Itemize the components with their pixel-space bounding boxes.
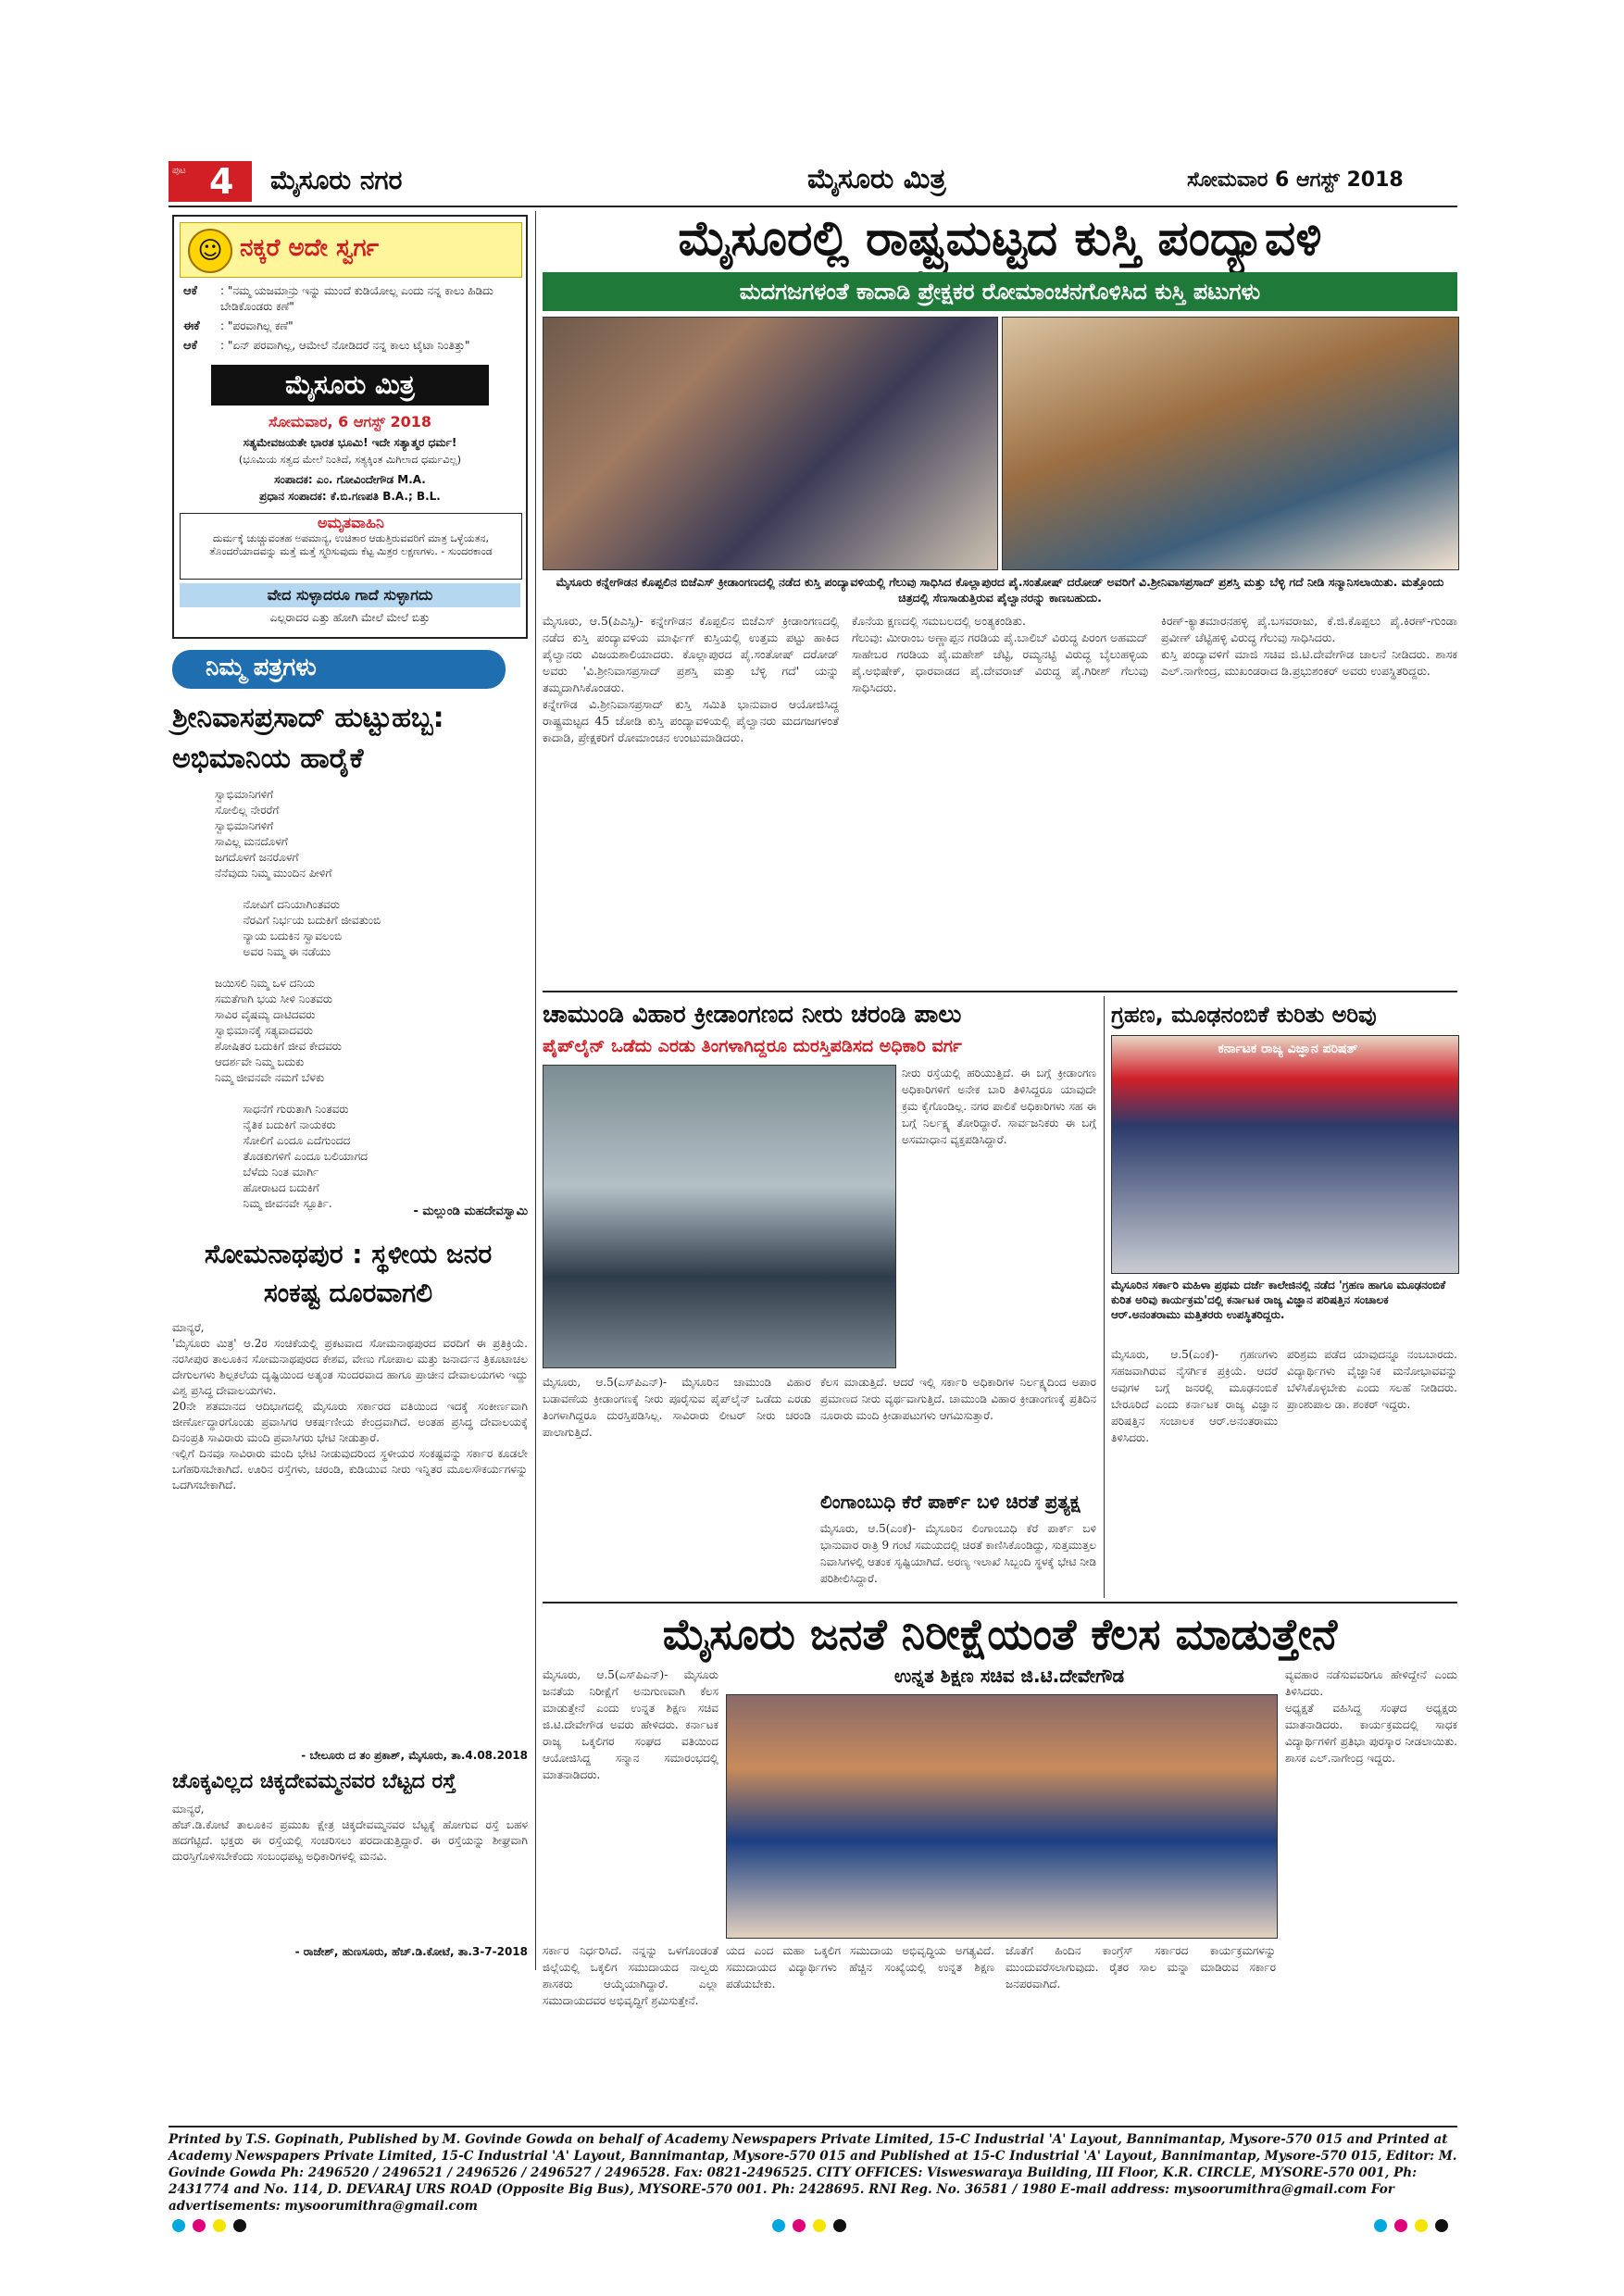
letter2-sign: - ಬೇಲೂರು ದ ತಂ ಪ್ರಕಾಶ್, ಮೈಸೂರು, ತಾ.4.08.2018	[301, 1749, 528, 1762]
masthead-date: ಸೋಮವಾರ 6 ಆಗಸ್ಟ್ 2018	[1187, 168, 1404, 192]
section-name: ಮೈಸೂರು ನಗರ	[270, 165, 403, 195]
black-dot-icon	[1435, 2219, 1448, 2232]
magenta-dot-icon	[1394, 2219, 1407, 2232]
gtd-subhead: ಉನ್ನತ ಶಿಕ್ಷಣ ಸಚಿವ ಜಿ.ಟಿ.ದೇವೇಗೌಡ	[893, 1665, 1125, 1687]
laughing-face-icon: ☺	[188, 229, 232, 273]
black-dot-icon	[233, 2219, 246, 2232]
nakkare-title: ನಕ್ಕರೆ ಅದೇ ಸ್ವರ್ಗ	[240, 234, 379, 262]
edit-chief-editor: ಪ್ರಧಾನ ಸಂಪಾದಕ: ಕೆ.ಬಿ.ಗಣಪತಿ B.A.; B.L.	[259, 490, 441, 503]
left-column-rule	[535, 211, 536, 1970]
letters-header	[172, 650, 506, 689]
registration-marks-left	[169, 2218, 250, 2236]
amrut-text: ದುರ್ಮಕ್ಕೆ ಚುಚ್ಚುವಂತಹ ಅಪಮಾನ್ಯ, ಉಚಿತಾರ ಆಡುತ್ತಿರುವವರಿಗೆ ಮಾತ್ರ ಒಳ್ಳೆಯತನ, ತೊಂದರೆಯಾದವನ್ನು ಮತ್ತೆ ಮತ್ತೆ ಸ್ಮರಿಸುವುದು ಕೆಟ್ಟ ಮಿತ್ರರ ಲಕ್ಷಣಗಳು. - ಸುಂದರಕಾಂಡ	[209, 532, 493, 557]
edit-date: ಸೋಮವಾರ, 6 ಆಗಸ್ಟ್ 2018	[268, 413, 432, 430]
letter2-text: ಮಾನ್ಯರೆ, 'ಮೈಸೂರು ಮಿತ್ರ' ಆ.2ರ ಸಂಚಿಕೆಯಲ್ಲಿ ಪ್ರಕಟವಾದ ಸೋಮನಾಥಪುರದ ವರದಿಗೆ ಈ ಪ್ರತಿಕ್ರಿಯೆ. ನರಸೀಪುರ ತಾಲೂಕಿನ ಸೋಮನಾಥಪುರದ ಕೇಶವ, ವೇಣು ಗೋಪಾಲ ಮತ್ತು ಜನಾರ್ದನ ತ್ರಿಕೂಟಾಚಲ ದೇಗುಲಗಳು ಶಿಲ್ಪಕಲೆಯ ದೃಷ್ಟಿಯಿಂದ ಅತ್ಯಂತ ಸುಂದರವಾದ ಹಾಗೂ ಪ್ರಾಚೀನ ದೇವಾಲಯಗಳು ಇದ್ದು ವಿಶ್ವ ಪ್ರಸಿದ್ಧ ದೇವಾಲಯಗಳು. 20ನೇ ಶತಮಾನದ ಆದಿಭಾಗದಲ್ಲಿ ಮೈಸೂರು ಸರ್ಕಾರದ ವತಿಯಿಂದ ಇದಕ್ಕೆ ಸಂಕೀರ್ಣವಾಗಿ ಜೀರ್ಣೋದ್ಧಾರಗೊಂಡು ಪ್ರವಾಸಿಗರ ಆಕರ್ಷಣೀಯ ಕೇಂದ್ರವಾಗಿದೆ. ಅಂತಹ ಪ್ರಸಿದ್ಧ ದೇವಾಲಯಕ್ಕೆ ದಿನಂಪ್ರತಿ ಸಾವಿರಾರು ಮಂದಿ ಪ್ರವಾಸಿಗರು ಭೇಟಿ ನೀಡುತ್ತಾರೆ. ಇಲ್ಲಿಗೆ ದಿನವೂ ಸಾವಿರಾರು ಮಂದಿ ಭೇಟಿ ನೀಡುವುದರಿಂದ ಸ್ಥಳೀಯರ ಸಂಕಷ್ಟವನ್ನು ಸರ್ಕಾರ ಕೂಡಲೇ ಬಗೆಹರಿಸಬೇಕಾಗಿದೆ. ಊರಿನ ರಸ್ತೆಗಳು, ಚರಂಡಿ, ಕುಡಿಯುವ ನೀರು ಇನ್ನಿತರ ಮೂಲಸೌಕರ್ಯಗಳನ್ನು ಒದಗಿಸಬೇಕಾಗಿದೆ.	[172, 1321, 528, 1491]
veda-text: ಎಲ್ಲರಾದರ ಎತ್ತು ಹೋಗಿ ಮೇಲೆ ಮೇಲೆ ಬಿತ್ತು	[269, 611, 431, 624]
gtd-headline: ಮೈಸೂರು ಜನತೆ ನಿರೀಕ್ಷೆಯಂತೆ ಕೆಲಸ ಮಾಡುತ್ತೇನೆ	[662, 1609, 1338, 1659]
cyan-dot-icon	[772, 2219, 785, 2232]
letter1-sign: - ಮಲ್ಲುಂಡಿ ಮಹದೇವಸ್ವಾಮಿ	[413, 1204, 528, 1218]
letter1-poem: ಸ್ವಾಭಿಮಾನಿಗಳಿಗೆ ಸೋಲಿಲ್ಲ ನೇರರೆಗೆ ಸ್ವಾಭಿಮಾನಿಗಳಿಗೆ ಸಾವಿಲ್ಲ ಮನದೊಳಗೆ ಜಗದೊಳಗೆ ಜನರೊಳಗೆ ನೆನೆವುದು ನಿಮ್ಮ ಮುಂದಿನ ಪೀಳಿಗೆ ನೋವಿಗೆ ದನಿಯಾಗಿಂತವರು ನೆರವಿಗೆ ನಿರ್ಭಯ ಬದುಕಿಗೆ ಜೀವತುಂಬಿ ನ್ಯಾಯ ಬದುಕಿನ ಸ್ವಾವಲಂಬಿ ಅವರ ನಿಮ್ಮ ಈ ನಡೆಯು ಜಯಿಸಲಿ ನಿಮ್ಮ ಒಳ ದನಿಯ ಸಮತೆಗಾಗಿ ಭಯ ಸೀಳಿ ನಿಂತವರು ಸಾವಿರ ವೈಷಮ್ಯ ದಾಟಿದವರು ಸ್ವಾಭಿಮಾನಕ್ಕೆ ಸತ್ಯವಾದವರು ಶೋಷಿತರ ಬದುಕಿಗೆ ಜೀವ ಕೇದವರು ಆದರ್ಶವೇ ನಿಮ್ಮ ಬದುಕು ನಿಮ್ಮ ಜೀವನವೇ ನಮಗೆ ಬೆಳಕು ಸಾಧನೆಗೆ ಗುರುತಾಗಿ ನಿಂತವರು ನೈತಿಕ ಬದುಕಿಗೆ ನಾಯಕರು ಸೋಲಿಗೆ ಎಂದೂ ಎದೆಗುಂದದ ತೊಡಕುಗಳಿಗೆ ಎಂದೂ ಬಲಿಯಾಗದ ಬೆಳೆದು ನಿಂತ ಮಾರ್ಗಿ ಹೋರಾಟದ ಬದುಕಿಗೆ ನಿಮ್ಮ ಜೀವನವೇ ಸ್ಫೂರ್ತಿ.	[215, 788, 381, 1210]
kusti-subhead: ಮದಗಜಗಳಂತೆ ಕಾದಾಡಿ ಪ್ರೇಕ್ಷಕರ ರೋಮಾಂಚನಗೊಳಿಸಿದ ಕುಸ್ತಿ ಪಟುಗಳು	[543, 272, 1457, 311]
nakkare-lines	[183, 283, 517, 354]
gtd-body-col2: ಸರ್ಕಾರ ನಿರ್ಧರಿಸಿದೆ. ನನ್ನನ್ನು ಒಳಗೊಂಡಂತೆ ಜಿಲ್ಲೆಯಲ್ಲಿ ಒಕ್ಕಲಿಗ ಸಮುದಾಯದ ನಾಲ್ವರು ಶಾಸಕರು ಆಯ್ಕೆಯಾಗಿದ್ದಾರೆ. ಎಲ್ಲಾ ಸಮುದಾಯದವರ ಅಭಿವೃದ್ಧಿಗೆ ಶ್ರಮಿಸುತ್ತೇನೆ.	[543, 1944, 722, 2007]
veda-title: ವೇದ ಸುಳ್ಳಾದರೂ ಗಾದೆ ಸುಳ್ಳಾಗದು	[180, 583, 520, 607]
left-boxes	[172, 215, 528, 639]
grahana-body-col1: ಮೈಸೂರು, ಆ.5(ಎಂಕೆ)- ಗ್ರಹಣಗಳು ಸಹಜವಾಗಿರುವ ನೈಸರ್ಗಿಕ ಪ್ರಕ್ರಿಯೆ. ಆದರೆ ಅವುಗಳ ಬಗ್ಗೆ ಜನರಲ್ಲಿ ಮೂಢನಂಬಿಕೆ ಬೇರೂರಿದೆ ಎಂದು ಕರ್ನಾಟಕ ರಾಜ್ಯ ವಿಜ್ಞಾನ ಪರಿಷತ್ತಿನ ಸಂಚಾಲಕ ಆರ್.ಅನಂತರಾಮು ತಿಳಿಸಿದರು.	[1111, 1348, 1281, 1444]
masthead-rule	[169, 206, 1457, 207]
kusti-body-col2: ಕೊನೆಯ ಕ್ಷಣದಲ್ಲಿ ಸಮಬಲದಲ್ಲಿ ಅಂತ್ಯಕಂಡಿತು. ಗೆಲುವು: ಮೀರಾಂಬ ಅಣ್ಣಾಪ್ಪನ ಗರಡಿಯ ಪೈ.ಬಾಲಿಬ್ ವಿರುದ್ಧ ಪಿರಂಗ ಅಹಮದ್ ಸಾಹೇಬರ ಗರಡಿಯ ಪೈ.ಮಹೇಶ್ ಚೆಟ್ಟಿ, ರಮ್ಯನಟ್ಟಿ ವಿರುದ್ಧ ಬೈಲುಹಳ್ಳಿಯ ಪೈ.ಅಭಿಷೇಕ್, ಧಾರವಾಡದ ಪೈ.ದೇವರಾಜ್ ವಿರುದ್ಧ ಪೈ.ಗಿರೀಶ್ ಗೆಲುವು ಸಾಧಿಸಿದರು.	[852, 614, 1148, 694]
amrut-title: ಅಮೃತವಾಹಿನಿ	[318, 514, 384, 531]
chamundi-subhead: ಪೈಪ್‌ಲೈನ್ ಒಡೆದು ಎರಡು ತಿಂಗಳಾಗಿದ್ದರೂ ದುರಸ್ತಿಪಡಿಸದ ಅಧಿಕಾರಿ ವರ್ಗ	[543, 1036, 962, 1056]
amrut-box	[180, 513, 522, 580]
cyan-dot-icon	[172, 2219, 185, 2232]
nakkare-line: ಆಕೆ : "ಏನ್ ಪರವಾಗಿಲ್ಲ, ಆಮೇಲೆ ನೋಡಿದರೆ ನನ್ನ ಕಾಲು ಟೈಟಾ ನಿಂತಿತ್ತು"	[183, 339, 470, 353]
lingambudhi-headline: ಲಿಂಗಾಂಬುಧಿ ಕೆರೆ ಪಾರ್ಕ್ ಬಳಿ ಚಿರತೆ ಪ್ರತ್ಯಕ್ಷ	[820, 1491, 1081, 1513]
imprint: Printed by T.S. Gopinath, Published by M. Govinde Gowda on behalf of Academy Newspapers Private Limited, 15-C Industrial 'A' Layout, Bannimantap, Mysore-570 015 and Printed at Academy Newspapers Private Limited, 15-C Industrial 'A' Layout, Bannimantap, Mysore-570 015 and Published at 15-C Industrial 'A' Layout, Bannimantap, Mysore-570 015, Editor: M. Govinde Gowda Ph: 2496520 / 2496521 / 2496526 / 2496527 / 2496528. Fax: 0821-2496525. CITY OFFICES: Visweswaraya Building, III Floor, K.R. CIRCLE, MYSORE-570 001, Ph: 2431774 and No. 114, D. DEVARAJ URS ROAD (Opposite Big Bus), MYSORE-570 001. Ph: 2428695. RNI Reg. No. 36581 / 1980 E-mail address: mysoorumithra@gmail.com For advertisements: mysoorumithra@gmail.com	[169, 2132, 1457, 2214]
yellow-dot-icon	[1415, 2219, 1428, 2232]
letter1-title: ಶ್ರೀನಿವಾಸಪ್ರಸಾದ್ ಹುಟ್ಟುಹಬ್ಬ: ಅಭಿಮಾನಿಯ ಹಾರೈಕೆ	[172, 702, 444, 775]
kusti-photo-wrestling	[1002, 317, 1459, 570]
page-number-badge	[169, 161, 252, 202]
letters-header-text: ನಿಮ್ಮ ಪತ್ರಗಳು	[206, 654, 317, 681]
gtd-body-col3: ಯದ ಎಂದ ಮಹಾ ಒಕ್ಕಲಿಗ ಸಮುದಾಯ ಅಭಿವೃದ್ಧಿಯ ಅಗತ್ಯವಿದೆ. ಸಮುದಾಯದ ವಿದ್ಯಾರ್ಥಿಗಳು ಹೆಚ್ಚಿನ ಸಂಖ್ಯೆಯಲ್ಲಿ ಉನ್ನತ ಶಿಕ್ಷಣ ಪಡೆಯಬೇಕು.	[726, 1944, 998, 1990]
kusti-bottom-rule	[543, 991, 1457, 992]
edit-motto: ಸತ್ಯಮೇವಜಯತೇ ಭಾರತ ಭೂಮಿ! ಇದೇ ಸತ್ಯಾತ್ಮರ ಧರ್ಮ!	[243, 436, 457, 449]
registration-marks-right	[1370, 2218, 1452, 2236]
chamundi-headline: ಚಾಮುಂಡಿ ವಿಹಾರ ಕ್ರೀಡಾಂಗಣದ ನೀರು ಚರಂಡಿ ಪಾಲು	[543, 1001, 962, 1029]
grahana-body-col2: ಪರಿಶ್ರಮ ಪಡೆದ ಯಾವುದನ್ನೂ ನಂಬಬಾರದು. ವಿದ್ಯಾರ್ಥಿಗಳು ವೈಜ್ಞಾನಿಕ ಮನೋಭಾವವನ್ನು ಬೆಳೆಸಿಕೊಳ್ಳಬೇಕು ಎಂದು ಸಲಹೆ ನೀಡಿದರು. ಪ್ರಾಂಶುಪಾಲ ಡಾ. ಶಂಕರ್ ಇದ್ದರು.	[1287, 1348, 1461, 1411]
nakkare-header	[180, 222, 522, 278]
imprint-rule	[169, 2126, 1457, 2128]
magenta-dot-icon	[793, 2219, 806, 2232]
letter3-title: ಚೊಕ್ಕವಿಲ್ಲದ ಚಿಕ್ಕದೇವಮ್ಮನವರ ಬೆಟ್ಟದ ರಸ್ತೆ	[172, 1770, 456, 1793]
paper-logo: ಮೈಸೂರು ಮಿತ್ರ	[807, 163, 946, 195]
chamundi-body-col2: ಮೈಸೂರು, ಆ.5(ಎಸ್‌ಪಿಎನ್)- ಮೈಸೂರಿನ ಚಾಮುಂಡಿ ವಿಹಾರ ಬಡಾವಣೆಯ ಕ್ರೀಡಾಂಗಣಕ್ಕೆ ನೀರು ಪೂರೈಸುವ ಪೈಪ್‌ಲೈನ್ ಒಡೆದು ಎರಡು ತಿಂಗಳಾಗಿದ್ದರೂ ದುರಸ್ತಿಪಡಿಸಿಲ್ಲ. ಸಾವಿರಾರು ಲೀಟರ್ ನೀರು ಚರಂಡಿ ಪಾಲಾಗುತ್ತಿದೆ.	[543, 1376, 815, 1439]
nakkare-line: ಆಕೆ : "ನಮ್ಮ ಯಜಮಾನ್ರು ಇನ್ನು ಮುಂದೆ ಕುಡಿಯೋಲ್ಲ ಎಂದು ನನ್ನ ಕಾಲು ಹಿಡಿದು ಬೇಡಿಕೊಂಡರು ಕಣೆ"	[183, 284, 493, 313]
kusti-headline: ಮೈಸೂರಲ್ಲಿ ರಾಷ್ಟ್ರಮಟ್ಟದ ಕುಸ್ತಿ ಪಂದ್ಯಾವಳಿ	[678, 211, 1322, 267]
gtd-photo	[726, 1694, 1278, 1939]
kusti-caption: ಮೈಸೂರು ಕನ್ನೇಗೌಡನ ಕೊಪ್ಪಲಿನ ಬಿಜೆಎಸ್ ಕ್ರೀಡಾಂಗಣದಲ್ಲಿ ನಡೆದ ಕುಸ್ತಿ ಪಂದ್ಯಾವಳಿಯಲ್ಲಿ ಗೆಲುವು ಸಾಧಿಸಿದ ಕೊಲ್ಲಾಪುರದ ಪೈ.ಸಂತೋಷ್ ದರೋಡ್ ಅವರಿಗೆ ವಿ.ಶ್ರೀನಿವಾಸಪ್ರಸಾದ್ ಪ್ರಶಸ್ತಿ ಮತ್ತು ಬೆಳ್ಳಿ ಗದೆ ನೀಡಿ ಸನ್ಮಾನಿಸಲಾಯಿತು. ಮತ್ತೊಂದು ಚಿತ್ರದಲ್ಲಿ ಸೆಣಸಾಡುತ್ತಿರುವ ಪೈಲ್ವಾನರನ್ನು ಕಾಣಬಹುದು.	[556, 575, 1444, 605]
kusti-body-col1: ಮೈಸೂರು, ಆ.5(ಪಿಎಸ್ಸಿ)- ಕನ್ನೇಗೌಡನ ಕೊಪ್ಪಲಿನ ಬಿಜೆಎಸ್ ಕ್ರೀಡಾಂಗಣದಲ್ಲಿ ನಡೆದ ಕುಸ್ತಿ ಪಂದ್ಯಾವಳಿಯ ಮಾರ್ಫಿಗ್ ಕುಸ್ತಿಯಲ್ಲಿ ಉತ್ತಮ ಪಟ್ಟು ಹಾಕಿದ ಪೈಲ್ವಾನರು ವಿಜಯಶಾಲಿಯಾದರು. ಕೊಲ್ಲಾಪುರದ ಪೈ.ಸಂತೋಷ್ ದರೋಡ್ ಅವರು 'ವಿ.ಶ್ರೀನಿವಾಸಪ್ರಸಾದ್ ಪ್ರಶಸ್ತಿ ಮತ್ತು ಬೆಳ್ಳಿ ಗದೆ' ಯನ್ನು ತಮ್ಮದಾಗಿಸಿಕೊಂಡರು. ಕನ್ನೇಗೌಡ ವಿ.ಶ್ರೀನಿವಾಸಪ್ರಸಾದ್ ಕುಸ್ತಿ ಸಮಿತಿ ಭಾನುವಾರ ಆಯೋಜಿಸಿದ್ದ ರಾಷ್ಟ್ರಮಟ್ಟದ 45 ಜೋಡಿ ಕುಸ್ತಿ ಪಂದ್ಯಾವಳಿಯಲ್ಲಿ ಪೈಲ್ವಾನರು ಮದಗಜಗಳಂತೆ ಕಾದಾಡಿ, ಪ್ರೇಕ್ಷಕರಿಗೆ ರೋಮಾಂಚನ ಉಂಟುಮಾಡಿದರು.	[543, 614, 839, 744]
registration-marks-center	[768, 2218, 850, 2236]
yellow-dot-icon	[213, 2219, 226, 2232]
edit-logo: ಮೈಸೂರು ಮಿತ್ರ	[211, 365, 489, 406]
kusti-photo-felicitation	[543, 317, 998, 570]
letter3-text: ಮಾನ್ಯರೆ, ಹೆಚ್.ಡಿ.ಕೋಟೆ ತಾಲೂಕಿನ ಪ್ರಮುಖ ಕ್ಷೇತ್ರ ಚಿಕ್ಕದೇವಮ್ಮನವರ ಬೆಟ್ಟಕ್ಕೆ ಹೋಗುವ ರಸ್ತೆ ಬಹಳ ಹದಗೆಟ್ಟಿದೆ. ಭಕ್ತರು ಈ ರಸ್ತೆಯಲ್ಲಿ ಸಂಚರಿಸಲು ಪರದಾಡುತ್ತಿದ್ದಾರೆ. ಈ ರಸ್ತೆಯನ್ನು ಶೀಘ್ರವಾಗಿ ದುರಸ್ತಿಗೊಳಿಸಬೇಕೆಂದು ಸಂಬಂಧಪಟ್ಟ ಅಧಿಕಾರಿಗಳಲ್ಲಿ ಮನವಿ.	[172, 1803, 528, 1863]
middle-column-rule	[1104, 996, 1105, 1598]
nakkare-line: ಈಕೆ : "ಪರವಾಗಿಲ್ಲ ಕಣೆ"	[183, 319, 294, 333]
chamundi-photo	[543, 1065, 896, 1368]
cyan-dot-icon	[1374, 2219, 1387, 2232]
grahana-photo-banner: ಕರ್ನಾಟಕ ರಾಜ್ಯ ವಿಜ್ಞಾನ ಪರಿಷತ್	[1218, 1042, 1358, 1056]
gtd-top-rule	[543, 1602, 1457, 1603]
yellow-dot-icon	[813, 2219, 826, 2232]
letter2-title: ಸೋಮನಾಥಪುರ : ಸ್ಥಳೀಯ ಜನರ ಸಂಕಷ್ಟ ದೂರವಾಗಲಿ	[204, 1239, 493, 1308]
masthead	[169, 159, 1455, 204]
gtd-body-col1: ಮೈಸೂರು, ಆ.5(ಎಸ್‌ಪಿಎನ್)- ಮೈಸೂರು ಜನತೆಯ ನಿರೀಕ್ಷೆಗೆ ಅನುಗುಣವಾಗಿ ಕೆಲಸ ಮಾಡುತ್ತೇನೆ ಎಂದು ಉನ್ನತ ಶಿಕ್ಷಣ ಸಚಿವ ಜಿ.ಟಿ.ದೇವೇಗೌಡ ಅವರು ಹೇಳಿದರು. ಕರ್ನಾಟಕ ರಾಜ್ಯ ಒಕ್ಕಲಿಗರ ಸಂಘದ ವತಿಯಿಂದ ಆಯೋಜಿಸಿದ್ದ ಸನ್ಮಾನ ಸಮಾರಂಭದಲ್ಲಿ ಮಾತನಾಡಿದರು.	[543, 1668, 722, 1781]
kusti-body-col3: ಕಿರಣ್-ಕ್ಯಾತಮಾರನಹಳ್ಳಿ ಪೈ.ಬಸವರಾಜು, ಕೆ.ಜಿ.ಕೊಪ್ಪಲು ಪೈ.ಕಿರಣ್-ಗುಂಡಾ ಪ್ರವೀಣ್ ಚೆಟ್ಟಿಹಳ್ಳಿ ವಿರುದ್ಧ ಗೆಲುವು ಸಾಧಿಸಿದರು. ಕುಸ್ತಿ ಪಂದ್ಯಾವಳಿಗೆ ಮಾಜಿ ಸಚಿವ ಜಿ.ಟಿ.ದೇವೇಗೌಡ ಚಾಲನೆ ನೀಡಿದರು. ಶಾಸಕ ಎಲ್.ನಾಗೇಂದ್ರ, ಮುಖಂಡರಾದ ಡಿ.ಪ್ರಭುಶಂಕರ್ ಅವರು ಉಪಸ್ಥಿತರಿದ್ದರು.	[1161, 614, 1457, 678]
gtd-body-col5: ವ್ಯವಹಾರ ನಡೆಸುವವರಿಗೂ ಹೇಳಿದ್ದೇನೆ ಎಂದು ತಿಳಿಸಿದರು. ಅಧ್ಯಕ್ಷತೆ ವಹಿಸಿದ್ದ ಸಂಘದ ಅಧ್ಯಕ್ಷರು ಮಾತನಾಡಿದರು. ಕಾರ್ಯಕ್ರಮದಲ್ಲಿ ಸಾಧಕ ವಿದ್ಯಾರ್ಥಿಗಳಿಗೆ ಪ್ರತಿಭಾ ಪುರಸ್ಕಾರ ನೀಡಲಾಯಿತು. ಶಾಸಕ ಎಲ್.ನಾಗೇಂದ್ರ ಇದ್ದರು.	[1285, 1668, 1457, 1765]
magenta-dot-icon	[193, 2219, 206, 2232]
grahana-photo	[1111, 1035, 1459, 1274]
edit-motto-2: (ಭೂಮಿಯ ಸತ್ವದ ಮೇಲೆ ನಿಂತಿದೆ, ಸತ್ಯಕ್ಕಿಂತ ಮಿಗಿಲಾದ ಧರ್ಮವಿಲ್ಲ)	[238, 454, 462, 466]
lingambudhi-body: ಮೈಸೂರು, ಆ.5(ಎಂಕೆ)- ಮೈಸೂರಿನ ಲಿಂಗಾಂಬುಧಿ ಕೆರೆ ಪಾರ್ಕ್ ಬಳಿ ಭಾನುವಾರ ರಾತ್ರಿ 9 ಗಂಟೆ ಸಮಯದಲ್ಲಿ ಚಿರತೆ ಕಾಣಿಸಿಕೊಂಡಿದ್ದು, ಸುತ್ತಮುತ್ತಲ ನಿವಾಸಿಗಳಲ್ಲಿ ಆತಂಕ ಸೃಷ್ಟಿಯಾಗಿದೆ. ಅರಣ್ಯ ಇಲಾಖೆ ಸಿಬ್ಬಂದಿ ಸ್ಥಳಕ್ಕೆ ಭೇಟಿ ನೀಡಿ ಪರಿಶೀಲಿಸಿದ್ದಾರೆ.	[820, 1522, 1100, 1585]
edit-editor: ಸಂಪಾದಕ: ಎಂ. ಗೋವಿಂದೇಗೌಡ M.A.	[274, 473, 426, 486]
chamundi-body-col3: ಕೆಲಸ ಮಾಡುತ್ತಿದೆ. ಆದರೆ ಇಲ್ಲಿ ಸರ್ಕಾರಿ ಅಧಿಕಾರಿಗಳ ನಿರ್ಲಕ್ಷ್ಯದಿಂದ ಅಪಾರ ಪ್ರಮಾಣದ ನೀರು ವ್ಯರ್ಥವಾಗುತ್ತಿದೆ. ಚಾಮುಂಡಿ ವಿಹಾರ ಕ್ರೀಡಾಂಗಣಕ್ಕೆ ಪ್ರತಿದಿನ ನೂರಾರು ಮಂದಿ ಕ್ರೀಡಾಪಟುಗಳು ಆಗಮಿಸುತ್ತಾರೆ.	[820, 1376, 1100, 1422]
gtd-body-col4: ಜೊತೆಗೆ ಹಿಂದಿನ ಕಾಂಗ್ರೆಸ್ ಸರ್ಕಾರದ ಕಾರ್ಯಕ್ರಮಗಳನ್ನು ಮುಂದುವರೆಸಲಾಗುವುದು. ರೈತರ ಸಾಲ ಮನ್ನಾ ಮಾಡಿರುವ ಸರ್ಕಾರ ಜನಪರವಾಗಿದೆ.	[1006, 1944, 1280, 1990]
black-dot-icon	[833, 2219, 846, 2232]
page-label: ಪುಟ	[172, 166, 186, 176]
grahana-headline: ಗ್ರಹಣ, ಮೂಢನಂಬಿಕೆ ಕುರಿತು ಅರಿವು	[1111, 1002, 1377, 1028]
letter3-sign: - ರಾಜೇಶ್, ಹುಣಸೂರು, ಹೆಚ್.ಡಿ.ಕೋಟೆ, ತಾ.3-7-2018	[294, 1945, 528, 1958]
page-number: 4	[209, 161, 234, 202]
grahana-caption: ಮೈಸೂರಿನ ಸರ್ಕಾರಿ ಮಹಿಳಾ ಪ್ರಥಮ ದರ್ಜೆ ಕಾಲೇಜಿನಲ್ಲಿ ನಡೆದ 'ಗ್ರಹಣ ಹಾಗೂ ಮೂಢನಂಬಿಕೆ ಕುರಿತ ಅರಿವು ಕಾರ್ಯಕ್ರಮ'ದಲ್ಲಿ ಕರ್ನಾಟಕ ರಾಜ್ಯ ವಿಜ್ಞಾನ ಪರಿಷತ್ತಿನ ಸಂಚಾಲಕ ಆರ್.ಅನಂತರಾಮು ಮತ್ತಿತರರು ಉಪಸ್ಥಿತರಿದ್ದರು.	[1111, 1279, 1446, 1321]
chamundi-body-col1: ನೀರು ರಸ್ತೆಯಲ್ಲಿ ಹರಿಯುತ್ತಿದೆ. ಈ ಬಗ್ಗೆ ಕ್ರೀಡಾಂಗಣ ಅಧಿಕಾರಿಗಳಿಗೆ ಅನೇಕ ಬಾರಿ ತಿಳಿಸಿದ್ದರೂ ಯಾವುದೇ ಕ್ರಮ ಕೈಗೊಂಡಿಲ್ಲ. ನಗರ ಪಾಲಿಕೆ ಅಧಿಕಾರಿಗಳು ಸಹ ಈ ಬಗ್ಗೆ ನಿರ್ಲಕ್ಷ್ಯ ತೋರಿದ್ದಾರೆ. ಸಾರ್ವಜನಿಕರು ಈ ಬಗ್ಗೆ ಅಸಮಾಧಾನ ವ್ಯಕ್ತಪಡಿಸಿದ್ದಾರೆ.	[902, 1067, 1100, 1146]
